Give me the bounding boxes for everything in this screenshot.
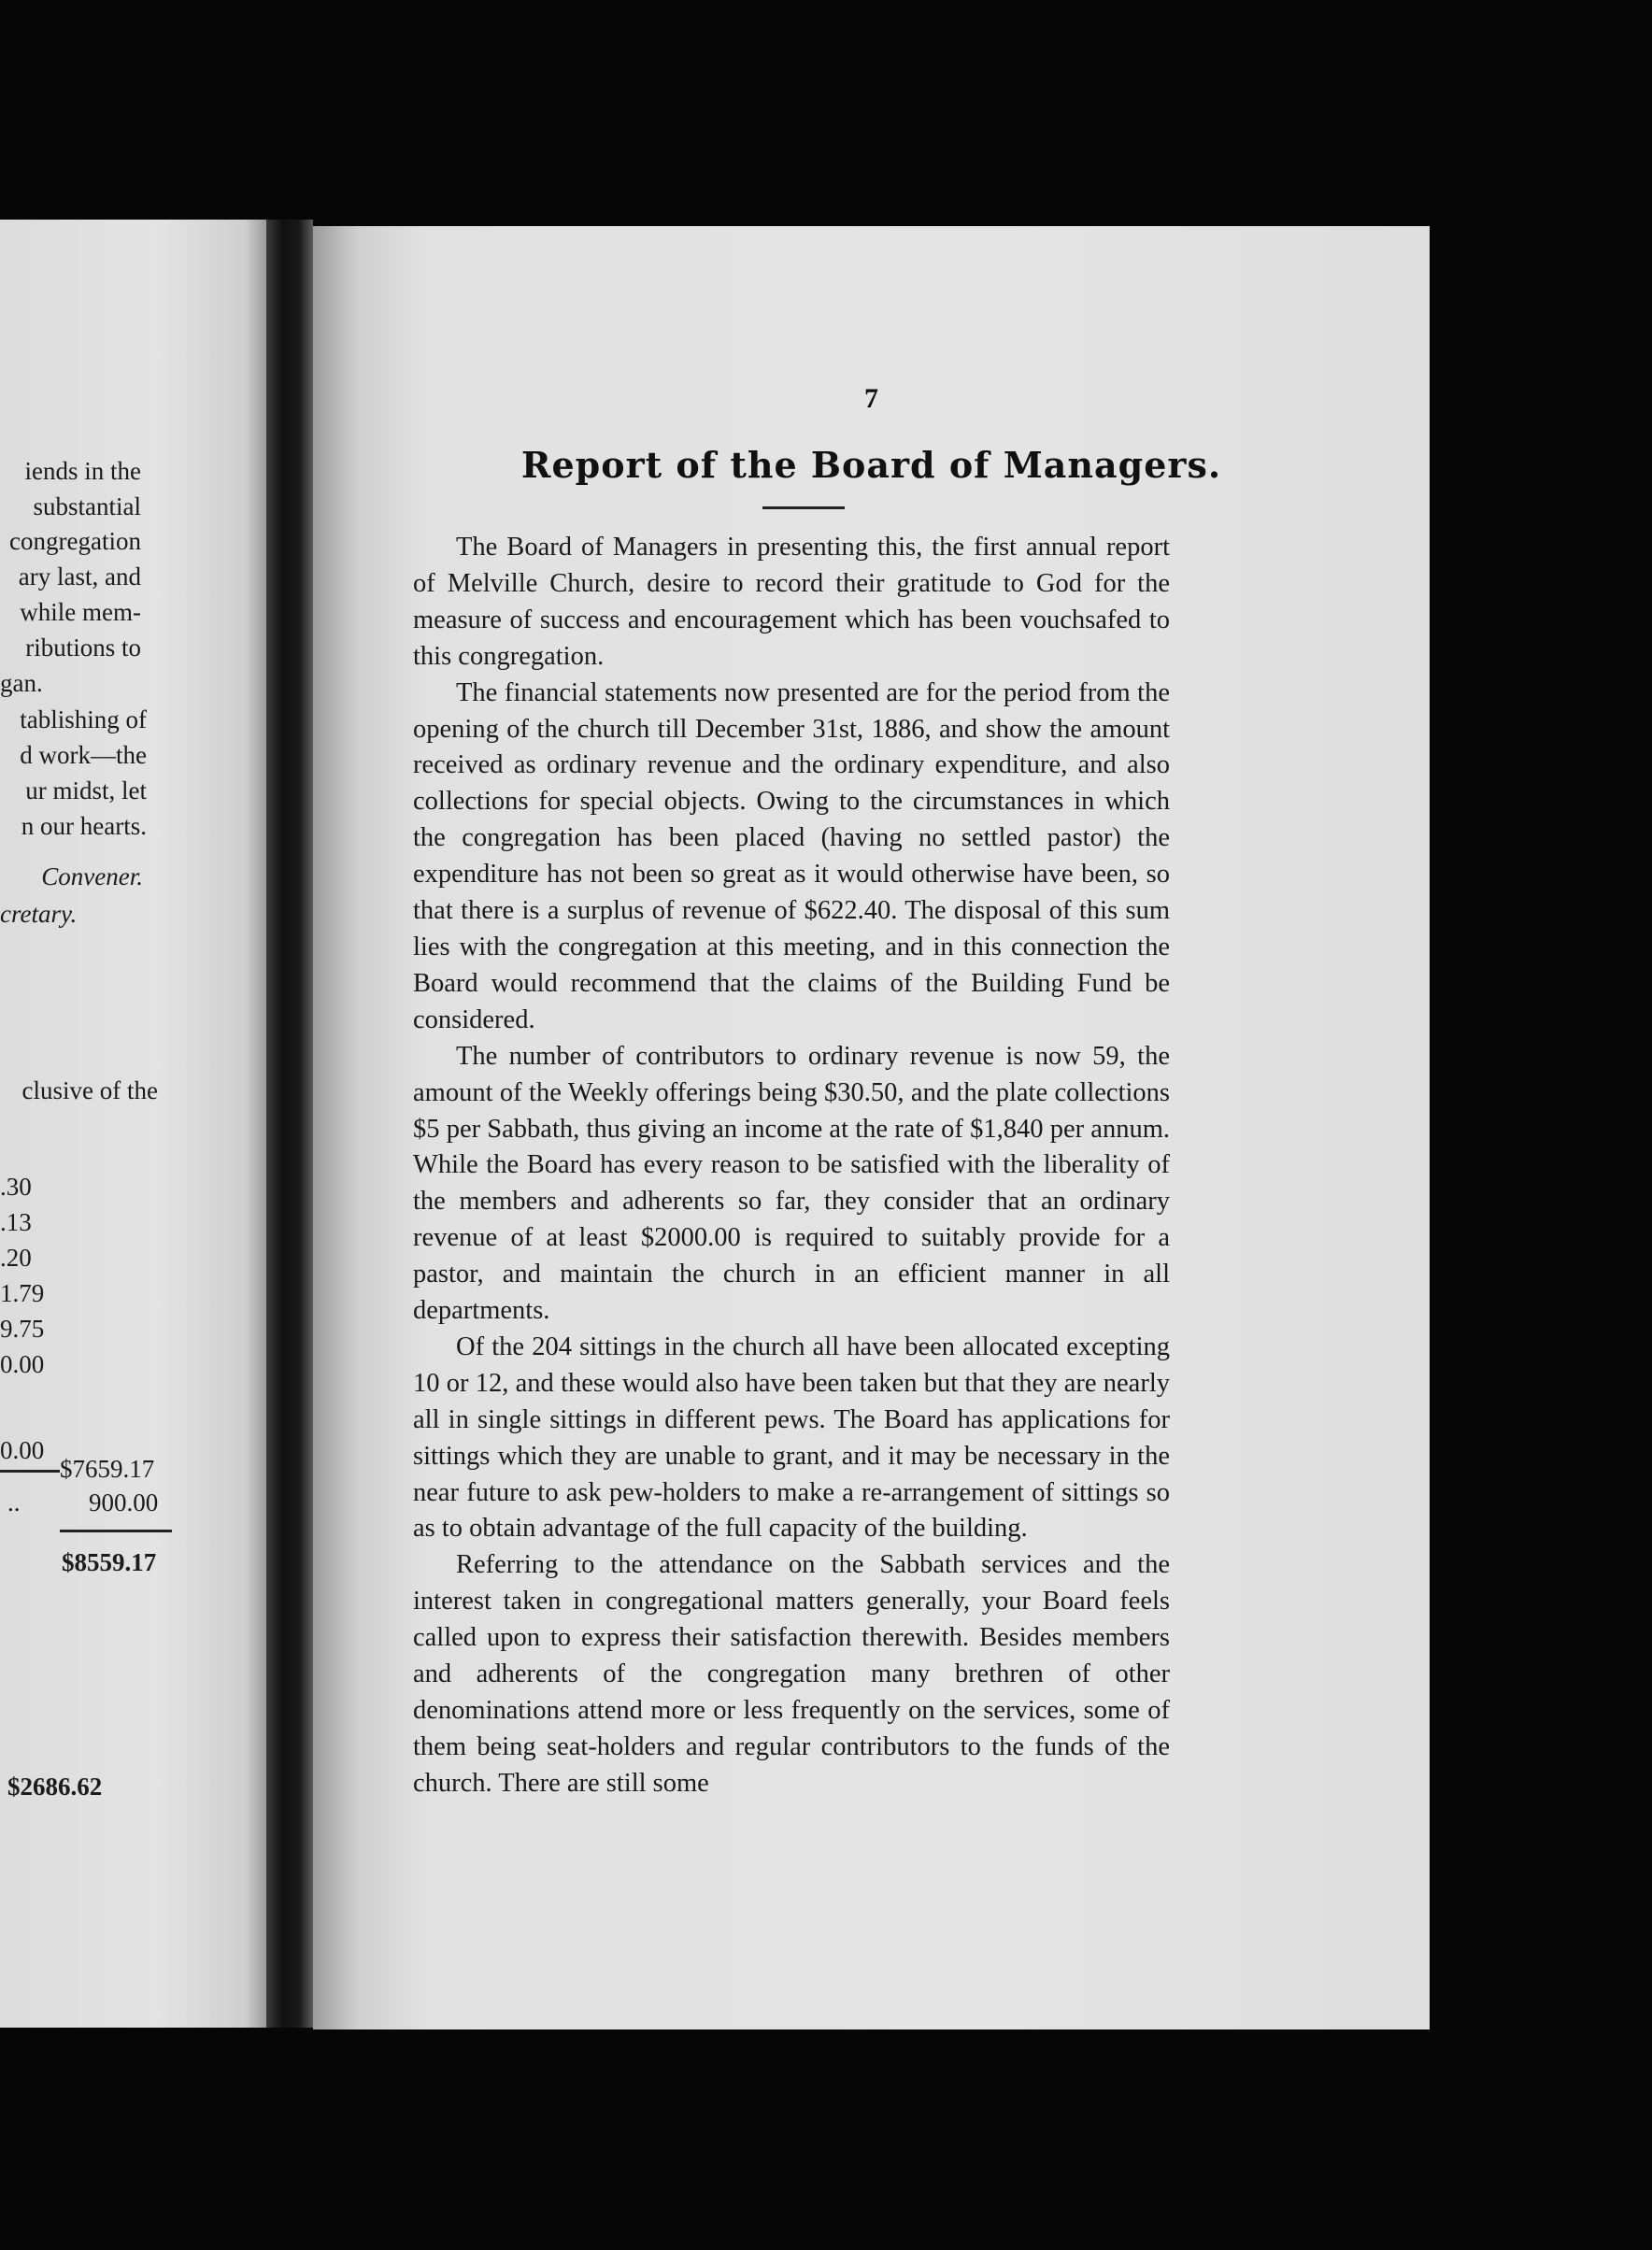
leader-dots: ..: [7, 1488, 21, 1517]
right-page: [313, 226, 1430, 2029]
total-amount: $8559.17: [62, 1548, 157, 1576]
left-text-line: congregation: [9, 527, 141, 555]
amount-value: .13: [0, 1208, 32, 1236]
left-page: [0, 220, 266, 2028]
left-text-line: ur midst, let: [25, 776, 147, 805]
paragraph: The financial statements now presented are for the period from the opening of the church till December 31st, 1886, and show the amount received as ordinary revenue and the ordinary expenditure, and also collections for special objects. Owing to the circumstances in which the congregation has been placed (having no settled pastor) the expenditure has not been so great as it would otherwise have been, so that there is a surplus of revenue of $622.40. The disposal of this sum lies with the congregation at this meeting, and in this connection the Board would recommend that the claims of the Building Fund be considered.: [413, 677, 1170, 1034]
report-body: [413, 530, 1170, 1802]
amount-value: .20: [0, 1244, 32, 1272]
heading-rule: [762, 506, 845, 509]
left-text-line: gan.: [0, 669, 43, 697]
final-total-amount: $2686.62: [7, 1773, 103, 1801]
paragraph: Of the 204 sittings in the church all have been allocated excepting 10 or 12, and these would also have been taken but that they are nearly all in single sittings in different pews. The Board has applications for sittings which they are unable to grant, and it may be necessary in the near future to ask pew-holders to make a re-arrangement of sittings so as to obtain advantage of the full capacity of the building.: [413, 1331, 1170, 1544]
left-text-line: ary last, and: [18, 562, 141, 591]
report-heading: Report of the Board of Managers.: [520, 444, 1222, 486]
left-text-line: ributions to: [25, 634, 141, 662]
left-text-line: d work—the: [20, 741, 147, 769]
paragraph: The number of contributors to ordinary revenue is now 59, the amount of the Weekly offerings being $30.50, and the plate collections $5 per Sabbath, thus giving an income at the rate of $1,840 per annum. While the Board has every reason to be satisfied with the liberality of the members and adherents so far, they consider that an ordinary revenue of at least $2000.00 is required to suitably provide for a pastor, and maintain the church in an efficient manner in all departments.: [413, 1041, 1170, 1326]
amount-value: 0.00: [0, 1350, 45, 1378]
subtotal-amount: $7659.17: [60, 1455, 155, 1483]
exclusive-line: clusive of the: [21, 1076, 158, 1104]
amount-value: .30: [0, 1173, 32, 1201]
page-number: 7: [864, 383, 878, 414]
left-text-line: substantial: [33, 492, 141, 520]
left-text-line: n our hearts.: [21, 812, 147, 840]
amount-value: 1.79: [0, 1279, 45, 1307]
addition-amount: 900.00: [89, 1488, 159, 1517]
amount-value: 9.75: [0, 1315, 45, 1343]
book-spine: [266, 220, 313, 2028]
left-text-line: iends in the: [24, 457, 141, 485]
secretary-label: cretary.: [0, 900, 78, 928]
left-text-line: tablishing of: [20, 705, 147, 733]
subtotal-rule: [0, 1470, 60, 1473]
amount-value: 0.00: [0, 1436, 45, 1464]
paragraph: The Board of Managers in presenting this, the first annual report of Melville Church, desire to record their gratitude to God for the measure of success and encouragement which has been vouchsafed to this congregation.: [413, 533, 1170, 671]
left-text-line: while mem-: [20, 598, 141, 626]
total-rule: [60, 1530, 172, 1532]
paragraph: Referring to the attendance on the Sabbath services and the interest taken in congregational matters generally, your Board feels called upon to express their satisfaction therewith. Besides members and adherents of the congregation many brethren of other denominations attend more or less frequently on the services, some of them being seat-holders and regular contributors to the funds of the church. There are still some: [413, 1550, 1170, 1798]
convener-label: Convener.: [41, 862, 143, 890]
